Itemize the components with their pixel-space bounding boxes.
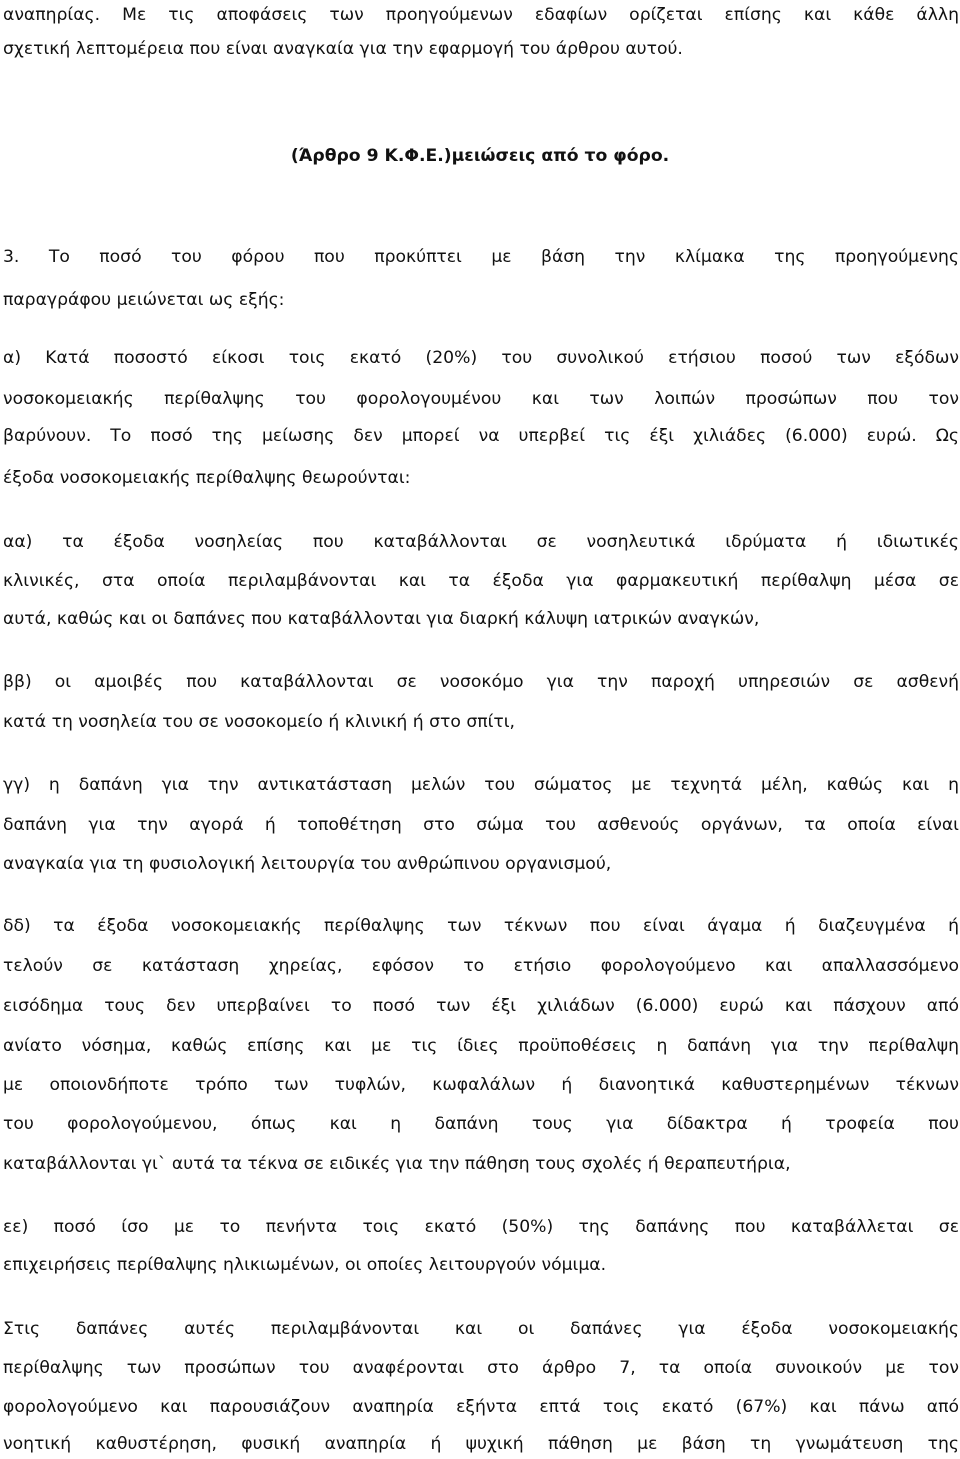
item-ee-line-2: επιχειρήσεις περίθαλψης ηλικιωμένων, οι οποίες λειτουργούν νόμιμα. — [3, 1255, 607, 1275]
item-dd-line-7: καταβάλλονται γι` αυτά τα τέκνα σε ειδικές για την πάθηση τους σχολές ή θεραπευτήρια, — [3, 1154, 791, 1174]
intro-line-2: σχετική λεπτομέρεια που είναι αναγκαία για την εφαρμογή του άρθρου αυτού. — [3, 39, 683, 59]
item-a-line-2: νοσοκομειακής περίθαλψης του φορολογουμένου και των λοιπών προσώπων που τον — [3, 389, 959, 409]
item-dd-line-5: με οποιονδήποτε τρόπο των τυφλών, κωφαλάλων ή διανοητικά καθυστερημένων τέκνων — [3, 1075, 959, 1095]
item-bb-line-1: ββ) οι αμοιβές που καταβάλλονται σε νοσοκόμο για την παροχή υπηρεσιών σε ασθενή — [3, 672, 959, 692]
intro-line-1: αναπηρίας. Με τις αποφάσεις των προηγούμενων εδαφίων ορίζεται επίσης και κάθε άλλη — [3, 5, 959, 25]
item-bb-line-2: κατά τη νοσηλεία του σε νοσοκομείο ή κλινική ή στο σπίτι, — [3, 712, 516, 732]
item-dd-line-2: τελούν σε κατάσταση χηρείας, εφόσον το ετήσιο φορολογούμενο και απαλλασσόμενο — [3, 956, 959, 976]
para3-line-2: παραγράφου μειώνεται ως εξής: — [3, 290, 285, 310]
item-aa-line-2: κλινικές, στα οποία περιλαμβάνονται και τα έξοδα για φαρμακευτική περίθαλψη μέσα σε — [3, 571, 959, 591]
item-ee-line-1: εε) ποσό ίσο με το πενήντα τοις εκατό (50%) της δαπάνης που καταβάλλεται σε — [3, 1217, 959, 1237]
closing-line-1: Στις δαπάνες αυτές περιλαμβάνονται και οι δαπάνες για έξοδα νοσοκομειακής — [3, 1319, 959, 1339]
item-a-line-4: έξοδα νοσοκομειακής περίθαλψης θεωρούνται: — [3, 468, 411, 488]
item-dd-line-6: του φορολογούμενου, όπως και η δαπάνη τους για δίδακτρα ή τροφεία που — [3, 1114, 959, 1134]
item-a-line-1: α) Κατά ποσοστό είκοσι τοις εκατό (20%) του συνολικού ετήσιου ποσού των εξόδων — [3, 348, 959, 368]
item-dd-line-1: δδ) τα έξοδα νοσοκομειακής περίθαλψης των τέκνων που είναι άγαμα ή διαζευγμένα ή — [3, 916, 959, 936]
item-aa-line-1: αα) τα έξοδα νοσηλείας που καταβάλλονται σε νοσηλευτικά ιδρύματα ή ιδιωτικές — [3, 532, 959, 552]
article-heading: (Άρθρο 9 Κ.Φ.Ε.)μειώσεις από το φόρο. — [290, 146, 670, 166]
item-dd-line-4: ανίατο νόσημα, καθώς επίσης και με τις ίδιες προϋποθέσεις η δαπάνη για την περίθαλψη — [3, 1036, 959, 1056]
item-gg-line-1: γγ) η δαπάνη για την αντικατάσταση μελών του σώματος με τεχνητά μέλη, καθώς και η — [3, 775, 959, 795]
para3-line-1: 3. Το ποσό του φόρου που προκύπτει με βάση την κλίμακα της προηγούμενης — [3, 247, 959, 267]
closing-line-4: νοητική καθυστέρηση, φυσική αναπηρία ή ψυχική πάθηση με βάση τη γνωμάτευση της — [3, 1434, 959, 1454]
item-aa-line-3: αυτά, καθώς και οι δαπάνες που καταβάλλονται για διαρκή κάλυψη ιατρικών αναγκών, — [3, 609, 760, 629]
item-a-line-3: βαρύνουν. Το ποσό της μείωσης δεν μπορεί να υπερβεί τις έξι χιλιάδες (6.000) ευρώ. Ως — [3, 426, 959, 446]
closing-line-3: φορολογούμενο και παρουσιάζουν αναπηρία εξήντα επτά τοις εκατό (67%) και πάνω από — [3, 1397, 959, 1417]
item-gg-line-3: αναγκαία για τη φυσιολογική λειτουργία του ανθρώπινου οργανισμού, — [3, 854, 612, 874]
item-dd-line-3: εισόδημα τους δεν υπερβαίνει το ποσό των έξι χιλιάδων (6.000) ευρώ και πάσχουν από — [3, 996, 959, 1016]
item-gg-line-2: δαπάνη για την αγορά ή τοποθέτηση στο σώμα του ασθενούς οργάνων, τα οποία είναι — [3, 815, 959, 835]
closing-line-2: περίθαλψης των προσώπων του αναφέρονται στο άρθρο 7, τα οποία συνοικούν με τον — [3, 1358, 959, 1378]
